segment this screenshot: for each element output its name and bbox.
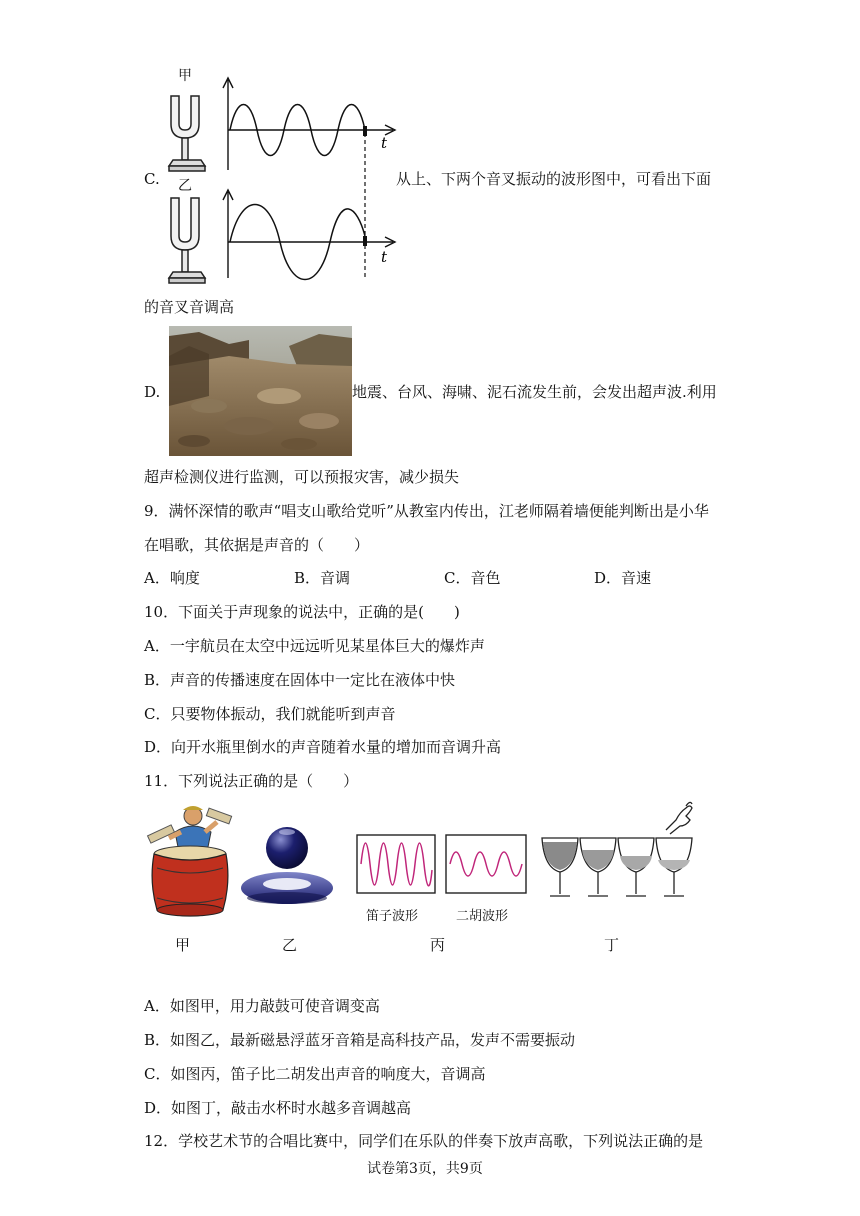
fork-bottom-label: 乙 [178, 178, 192, 194]
q10-stem: 10．下面关于声现象的说法中，正确的是( ) [144, 603, 460, 621]
tuning-fork-bottom-icon [169, 198, 205, 283]
q11-option-d: D．如图丁，敲击水杯时水越多音调越高 [144, 1099, 412, 1117]
flute-wave-label: 笛子波形 [366, 909, 419, 924]
figure-label-bing: 丙 [430, 936, 446, 954]
erhu-wave-label: 二胡波形 [456, 909, 509, 924]
option-c-text-2: 的音叉音调高 [144, 298, 235, 316]
levitating-speaker-figure [239, 826, 335, 918]
mudslide-photo [169, 326, 352, 456]
q9-option-c: C．音色 [444, 569, 501, 587]
q10-option-d: D．向开水瓶里倒水的声音随着水量的增加而音调升高 [144, 738, 502, 756]
figure-label-ding: 丁 [604, 936, 620, 954]
tuning-fork-top-icon [169, 96, 205, 171]
option-c-text-1: 从上、下两个音叉振动的波形图中，可看出下面 [396, 170, 712, 188]
tuning-fork-wave-figure [165, 66, 400, 288]
axis-t-bottom: t [381, 248, 388, 266]
q11-option-b: B．如图乙，最新磁悬浮蓝牙音箱是高科技产品，发声不需要振动 [144, 1031, 576, 1049]
q9-option-a: A．响度 [144, 569, 200, 587]
q10-option-a: A．一宇航员在太空中远远听见某星体巨大的爆炸声 [144, 637, 485, 655]
q10-option-c: C．只要物体振动，我们就能听到声音 [144, 705, 396, 723]
q11-option-c: C．如图丙，笛子比二胡发出声音的响度大，音调高 [144, 1065, 486, 1083]
page-footer: 试卷第3页，共9页 [367, 1161, 483, 1177]
figure-label-jia: 甲 [175, 936, 191, 954]
water-glasses-figure [540, 802, 700, 902]
q9-stem-1: 9．满怀深情的歌声“唱支山歌给党听”从教室内传出，江老师隔着墙便能判断出是小华 [144, 502, 709, 520]
q9-option-d: D．音速 [594, 569, 652, 587]
option-c-letter: C. [144, 170, 160, 188]
q11-stem: 11．下列说法正确的是（ ） [144, 772, 359, 790]
waveform-bottom-axes [223, 190, 395, 278]
axis-t-top: t [381, 134, 388, 152]
figure-label-yi: 乙 [282, 936, 298, 954]
q11-option-a: A．如图甲，用力敲鼓可使音调变高 [144, 997, 380, 1015]
q9-option-b: B．音调 [294, 569, 351, 587]
option-d-text-1: 地震、台风、海啸、泥石流发生前，会发出超声波.利用 [352, 383, 717, 401]
option-d-text-2: 超声检测仪进行监测，可以预报灾害，减少损失 [144, 468, 460, 486]
fork-top-label: 甲 [178, 68, 192, 84]
q12-stem: 12．学校艺术节的合唱比赛中，同学们在乐队的伴奏下放声高歌，下列说法正确的是 [144, 1132, 704, 1150]
wave-comparison-figure [356, 834, 528, 896]
option-d-letter: D. [144, 383, 161, 401]
q10-option-b: B．声音的传播速度在固体中一定比在液体中快 [144, 671, 456, 689]
q9-stem-2: 在唱歌，其依据是声音的（ ） [144, 536, 370, 554]
drum-figure [145, 802, 235, 922]
